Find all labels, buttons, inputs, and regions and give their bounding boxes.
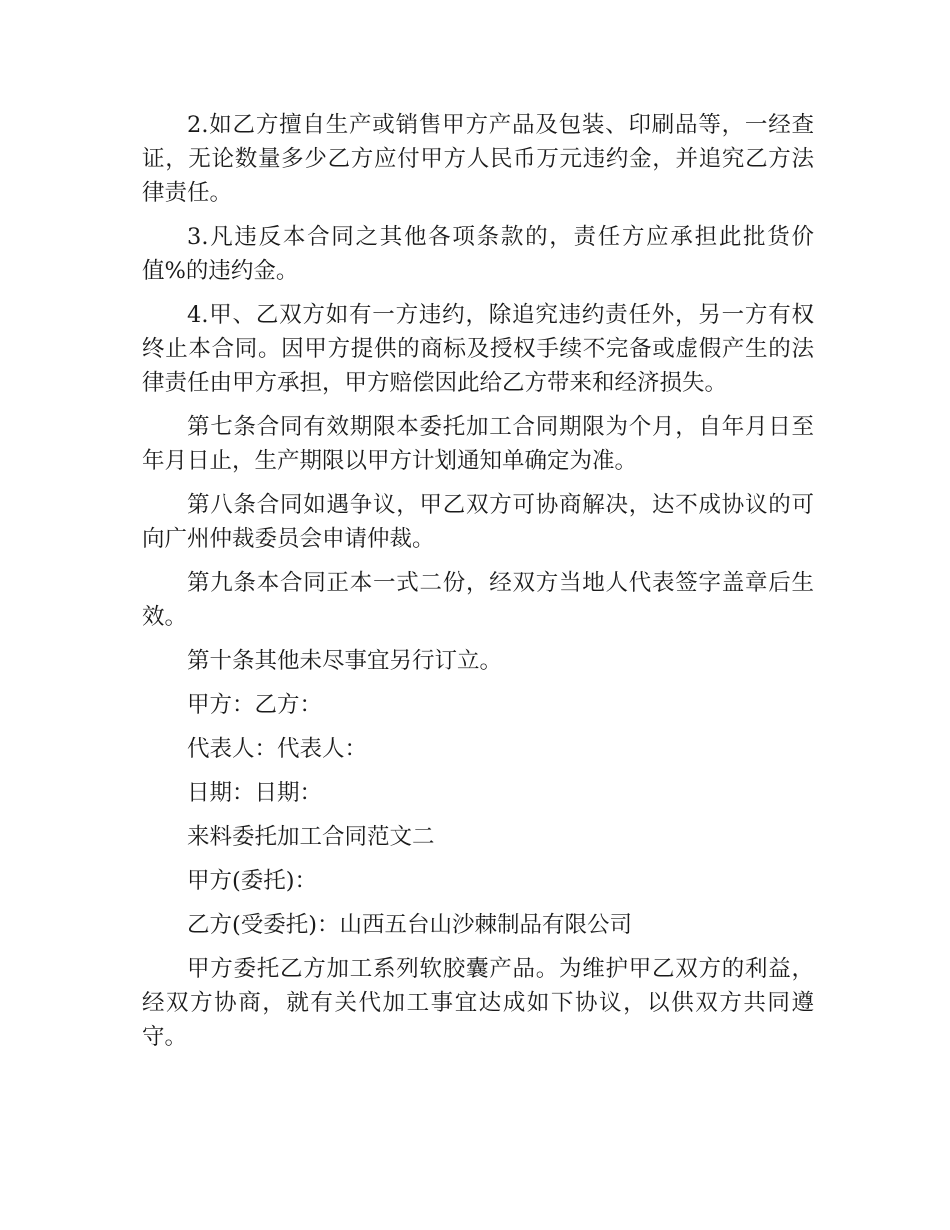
party-a-line: 甲方(委托)： [187,868,318,894]
article-8-dispute: 第八条合同如遇争议，甲乙双方可协商解决，达不成协议的可向广州仲裁委员会申请仲裁。 [142,492,814,552]
clause-3-penalty: 3.凡违反本合同之其他各项条款的，责任方应承担此批货价值%的违约金。 [142,224,814,284]
article-10-other: 第十条其他未尽事宜另行订立。 [187,648,503,674]
signature-representatives: 代表人：代表人： [187,736,368,762]
document-page [142,108,814,1064]
signature-dates: 日期：日期： [187,780,323,806]
clause-4-termination: 4.甲、乙双方如有一方违约，除追究违约责任外，另一方有权终止本合同。因甲方提供的商标及授权手续不完备或虚假产生的法律责任由甲方承担，甲方赔偿因此给乙方带来和经济损失。 [142,302,814,396]
party-b-line: 乙方(受委托)：山西五台山沙棘制品有限公司 [187,912,633,938]
clause-2-penalty: 2.如乙方擅自生产或销售甲方产品及包装、印刷品等，一经查证，无论数量多少乙方应付甲方人民币万元违约金，并追究乙方法律责任。 [142,112,814,206]
article-7-term: 第七条合同有效期限本委托加工合同期限为个月，自年月日至年月日止，生产期限以甲方计划通知单确定为准。 [142,414,814,474]
article-9-copies: 第九条本合同正本一式二份，经双方当地人代表签字盖章后生效。 [142,570,814,630]
sample-two-title: 来料委托加工合同范文二 [187,824,435,850]
preamble-paragraph: 甲方委托乙方加工系列软胶囊产品。为维护甲乙双方的利益，经双方协商，就有关代加工事宜达成如下协议，以供双方共同遵守。 [142,956,814,1050]
signature-parties: 甲方：乙方： [187,692,323,718]
